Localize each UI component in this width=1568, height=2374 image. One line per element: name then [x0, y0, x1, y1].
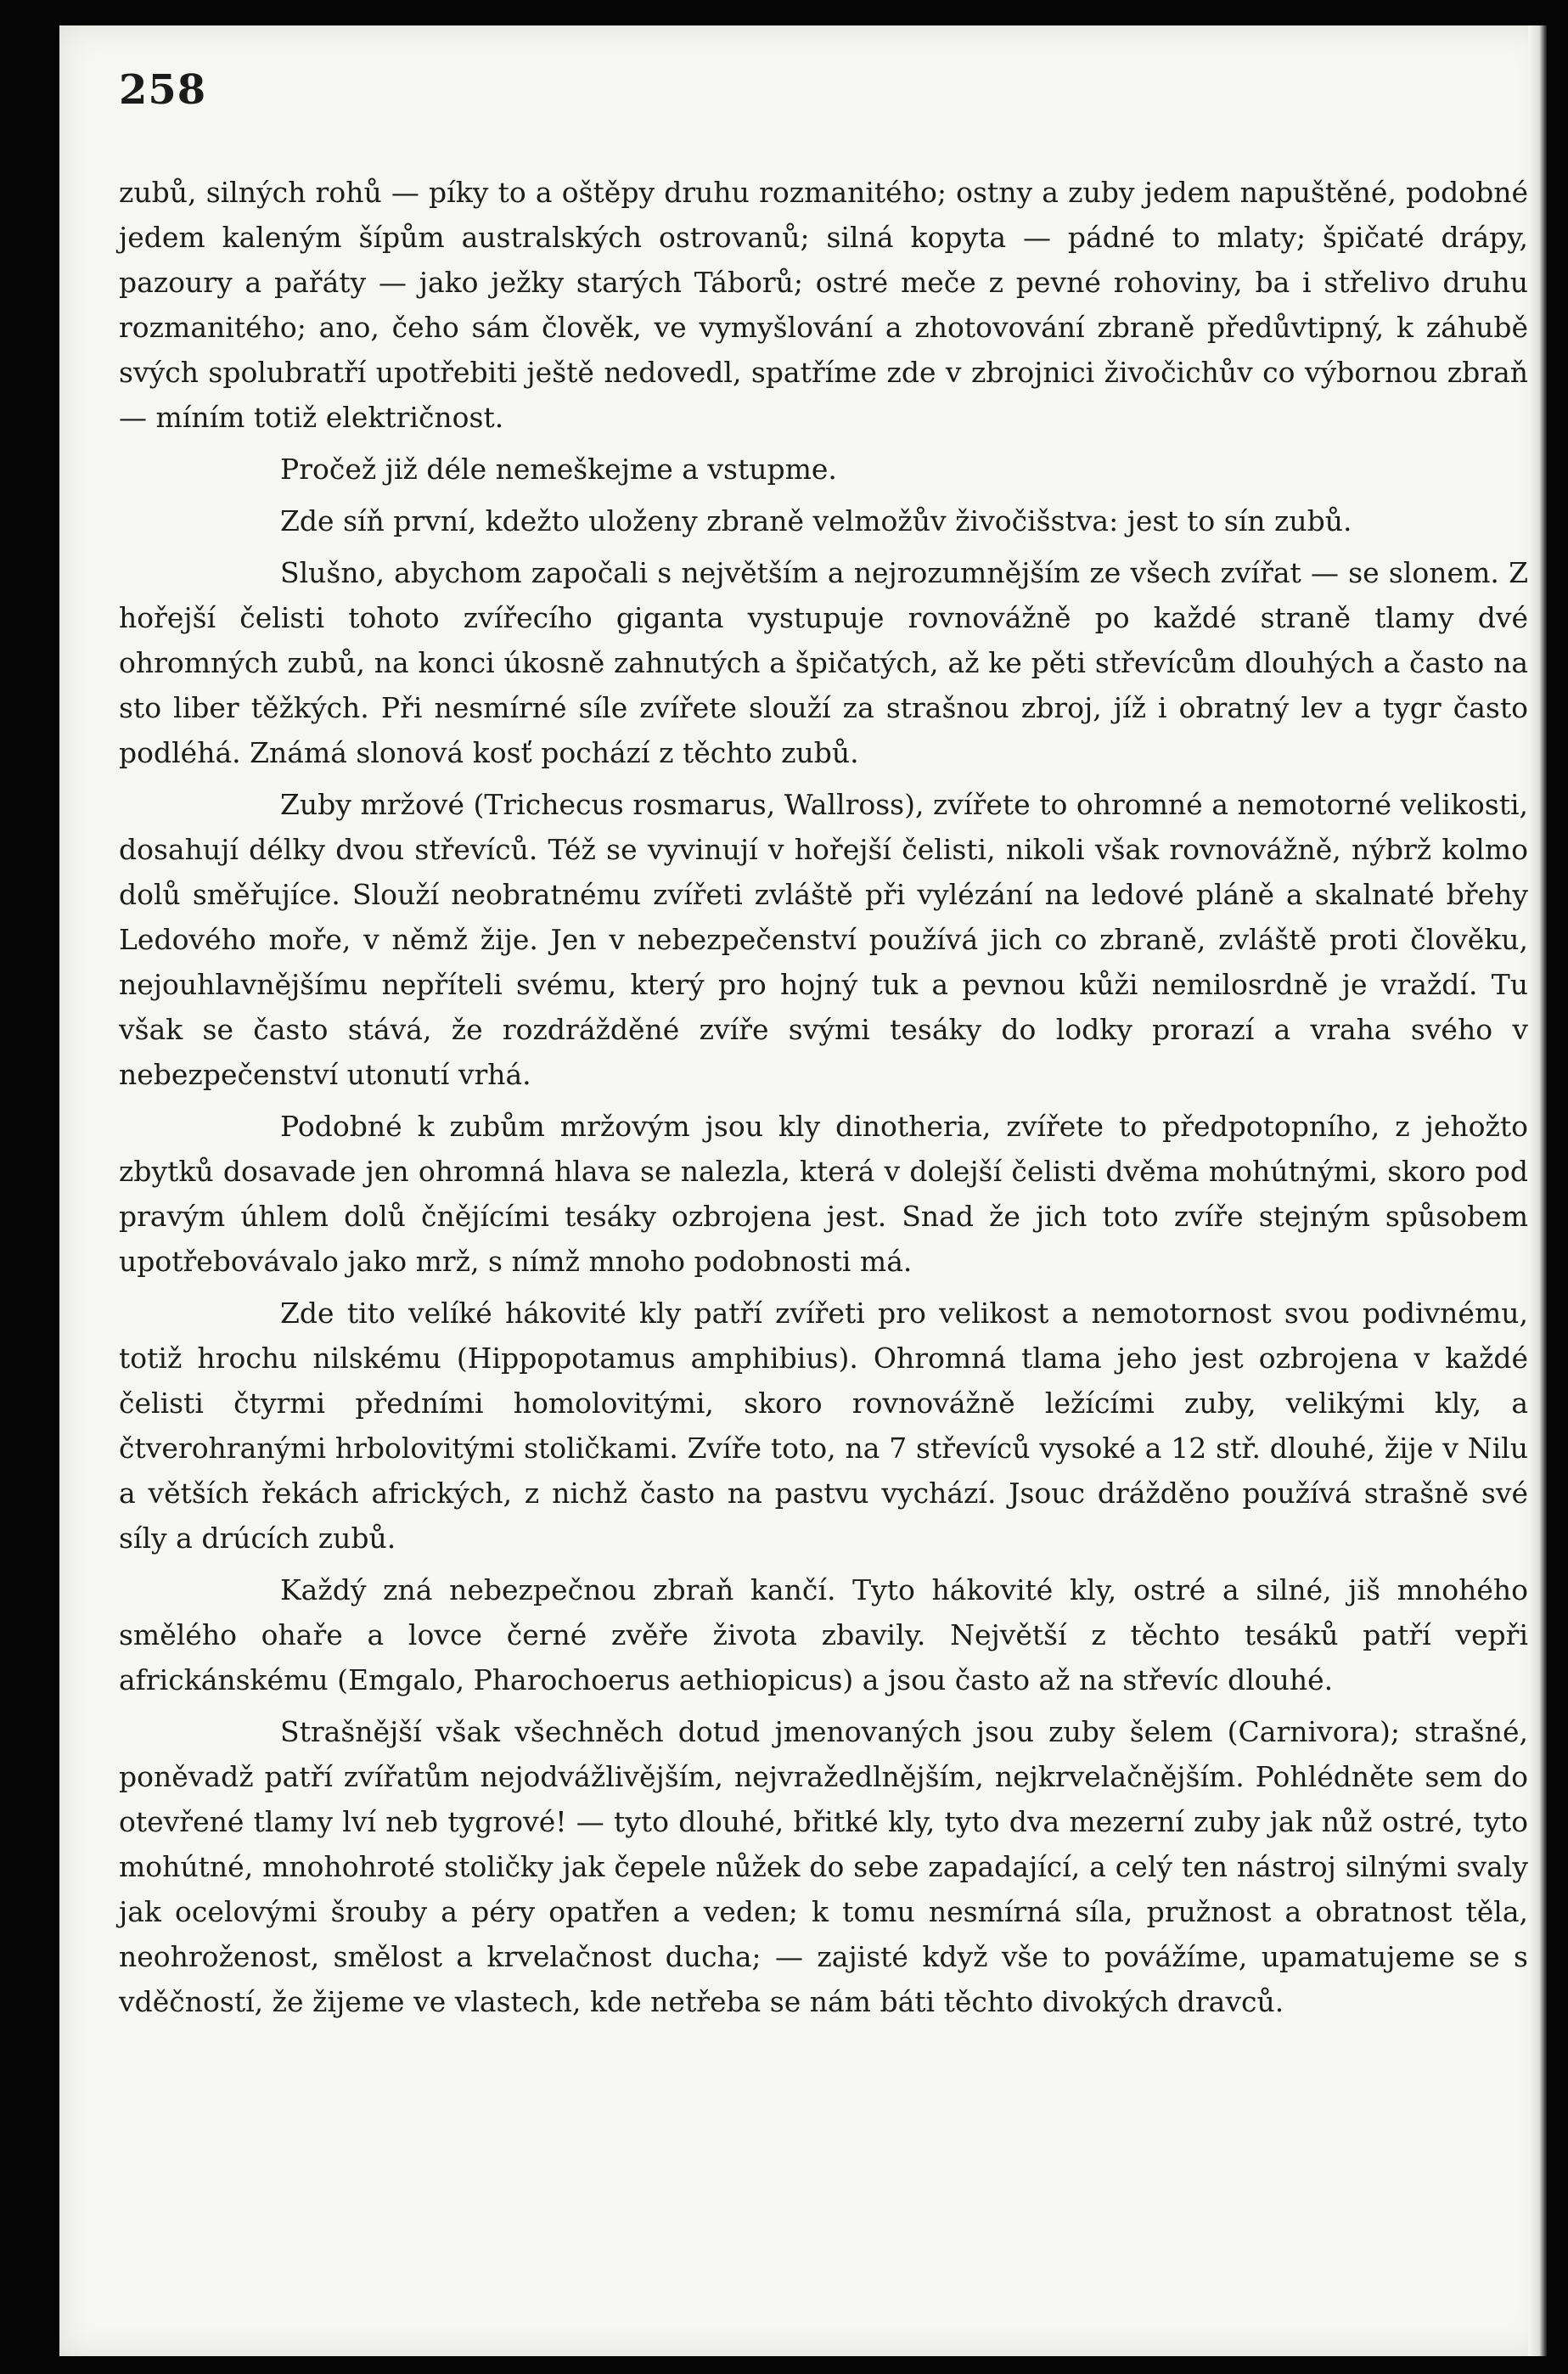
paragraph-continuation: zubů, silných rohů — píky to a oštěpy druhu rozmanitého; ostny a zuby jedem napuštěné, podobné jedem kaleným šípům australských ostrovanů; silná kopyta — pádné to mlaty; špičaté drápy, pazoury a pařáty — jako ježky starých Táborů; ostré meče z pevné rohoviny, ba i střelivo druhu rozmanitého; ano, čeho sám člověk, ve vymyšlování a zhotovování zbraně předůvtipný, k záhubě svých spolubratří upotřebiti ještě nedovedl, spatříme zde v zbrojnici živočichův co výbornou zbraň — míním totiž električnost. [119, 176, 1528, 434]
paragraph-enter: Pročež již déle nemeškejme a vstupme. [280, 453, 837, 486]
paragraph-elephant: Slušno, abychom započali s největším a nejrozumnějším ze všech zvířat — se slonem. Z hořejší čelisti tohoto zvířecího giganta vystupuje rovnovážně po každé straně tlamy dvé ohromných zubů, na konci úkosně zahnutých a špičatých, až ke pěti střevícům dlouhých a často na sto liber těžkých. Při nesmírné síle zvířete slouží za strašnou zbroj, jíž i obratný lev a tygr často podléhá. Známá slonová kosť pochází z těchto zubů. [119, 556, 1528, 769]
paragraph-first-hall: Zde síň první, kdežto uloženy zbraně velmožův živočišstva: jest to sín zubů. [280, 504, 1352, 537]
paragraph-dinotherium: Podobné k zubům mržovým jsou kly dinotheria, zvířete to předpotopního, z jehožto zbytků dosavade jen ohromná hlava se nalezla, která v dolejší čelisti dvěma mohútnými, skoro pod pravým úhlem dolů čnějícími tesáky ozbrojena jest. Snad že jich toto zvíře stejným spůsobem upotřebovávalo jako mrž, s nímž mnoho podobnosti má. [119, 1110, 1528, 1278]
paragraph-hippopotamus: Zde tito velíké hákovité kly patří zvířeti pro velikost a nemotornost svou podivnému, totiž hrochu nilskému (Hippopotamus amphibius). Ohromná tlama jeho jest ozbrojena v každé čelisti čtyrmi předními homolovitými, skoro rovnovážně ležícími zuby, velikými kly, a čtverohranými hrbolovitými stoličkami. Zvíře toto, na 7 střevíců vysoké a 12 stř. dlouhé, žije v Nilu a větších řekách afrických, z nichž často na pastvu vychází. Jsouc drážděno používá strašně své síly a drúcích zubů. [119, 1297, 1528, 1555]
paragraph-carnivores: Strašnější však všechněch dotud jmenovaných jsou zuby šelem (Carnivora); strašné, poněvadž patří zvířatům nejodvážlivějším, nejvražedlnějším, nejkrvelačnějším. Pohlédněte sem do otevřené tlamy lví neb tygrové! — tyto dlouhé, břitké kly, tyto dva mezerní zuby jak nůž ostré, tyto mohútné, mnohohroté stoličky jak čepele nůžek do sebe zapadající, a celý ten nástroj silnými svaly jak ocelovými šrouby a péry opatřen a veden; k tomu nesmírná síla, pružnost a obratnost těla, neohroženost, smělost a krvelačnost ducha; — zajisté když vše to povážíme, upamatujeme se s vděčností, že žijeme ve vlastech, kde netřeba se nám báti těchto divokých dravců. [119, 1715, 1528, 2018]
body-text [119, 170, 1528, 2024]
paragraph-boar: Každý zná nebezpečnou zbraň kančí. Tyto hákovité kly, ostré a silné, jiš mnohého smělého ohaře a lovce černé zvěře života zbavily. Největší z těchto tesáků patří vepři africkánskému (Emgalo, Pharochoerus aethiopicus) a jsou často až na střevíc dlouhé. [119, 1573, 1528, 1696]
paragraph-walrus: Zuby mržové (Trichecus rosmarus, Wallross), zvířete to ohromné a nemotorné velikosti, dosahují délky dvou střevíců. Též se vyvinují v hořejší čelisti, nikoli však rovnovážně, nýbrž kolmo dolů směřujíce. Slouží neobratnému zvířeti zvláště při vylézání na ledové pláně a skalnaté břehy Ledového moře, v němž žije. Jen v nebezpečenství používá jich co zbraně, zvláště proti člověku, nejouhlavnějšímu nepříteli svému, který pro hojný tuk a pevnou kůži nemilosrdně je vraždí. Tu však se často stává, že rozdrážděné zvíře svými tesáky do lodky prorazí a vraha svého v nebezpečenství utonutí vrhá. [119, 788, 1528, 1091]
page-number: 258 [119, 66, 207, 114]
page-edge-shadow [1528, 25, 1547, 2356]
